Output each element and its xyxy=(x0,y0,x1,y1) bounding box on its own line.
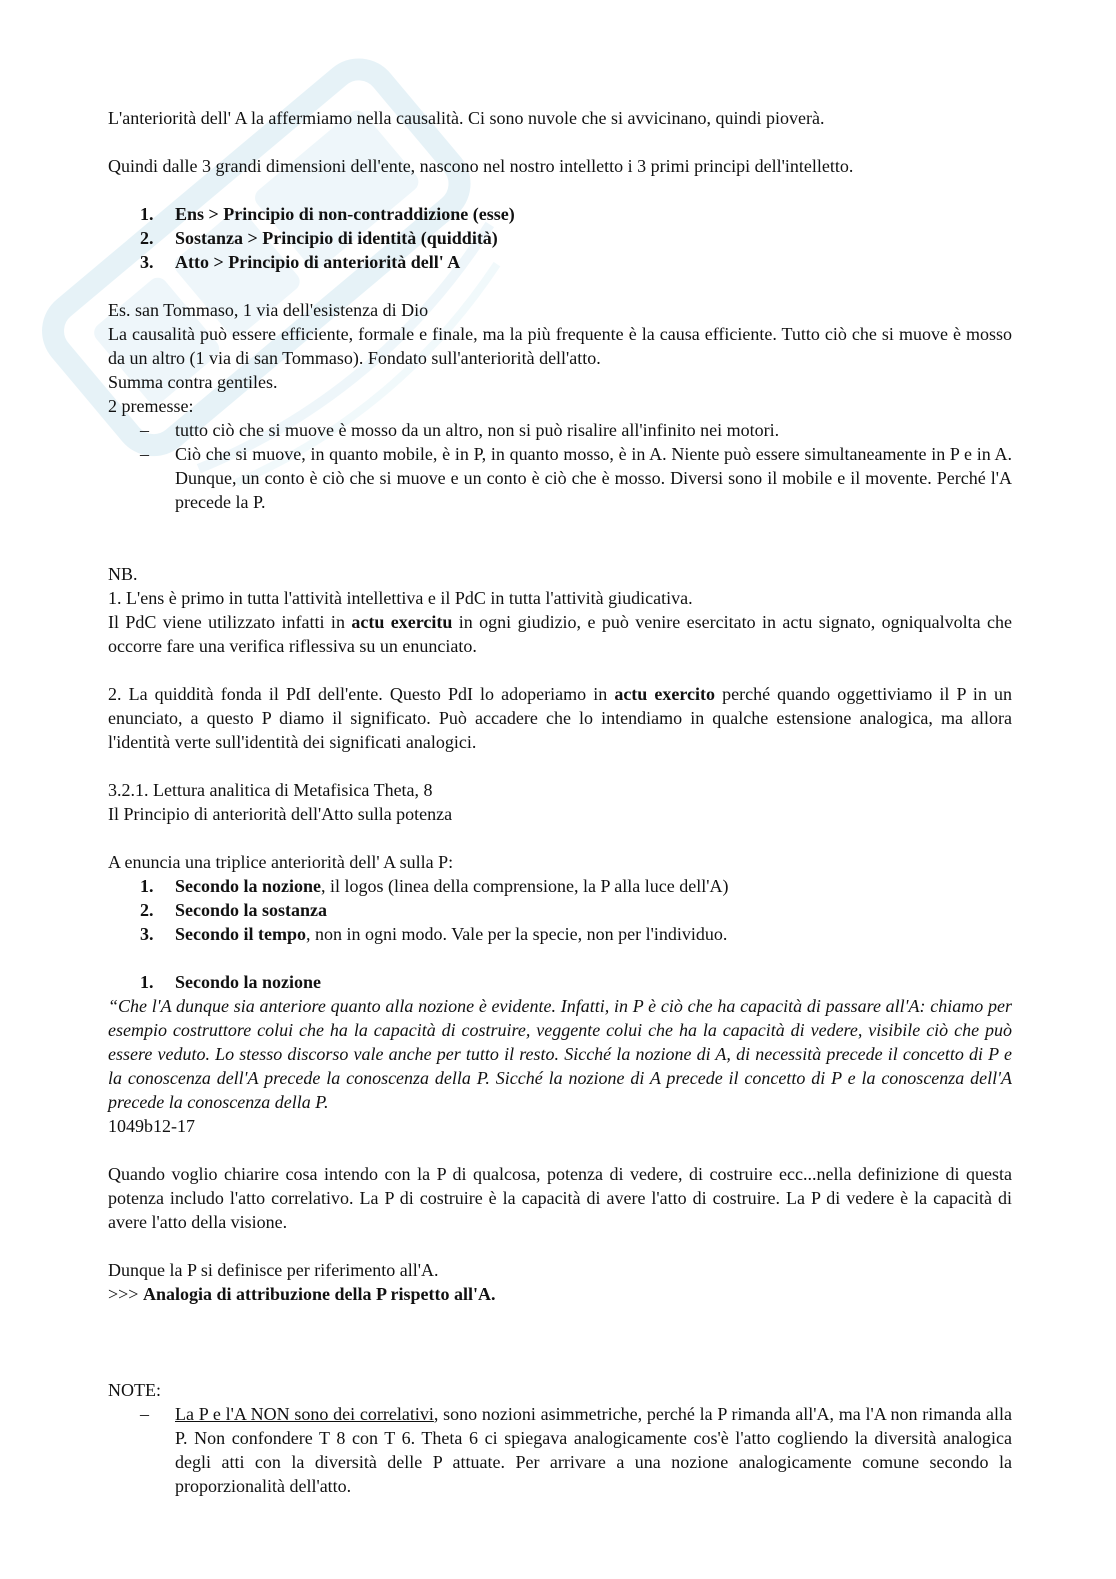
list-number: 3. xyxy=(140,252,154,272)
anteriority-list xyxy=(108,874,1012,946)
list-item-text: Sostanza > Principio di identità (quiddità) xyxy=(175,228,498,248)
list-number: 1. xyxy=(140,876,154,896)
list-item: 1. Secondo la nozione, il logos (linea della comprensione, la P alla luce dell'A) xyxy=(140,876,729,896)
aristotle-quote: “Che l'A dunque sia anteriore quanto alla nozione è evidente. Infatti, in P è ciò che ha capacità di passare all'A: chiamo per esempio costruttore colui che ha la capacità di costruire, veggente colui che ha la capacità di vedere, visibile ciò che può essere veduto. Lo stesso discorso vale anche per tutto il resto. Sicché la nozione di A, di necessità precede il concetto di P e la conoscenza dell'A precede la conoscenza della P. Sicché la nozione di A precede il concetto di P e la conoscenza dell'A precede la conoscenza della P. xyxy=(108,996,1012,1112)
premises-list xyxy=(108,418,1012,514)
list-number: 3. xyxy=(140,924,154,944)
bold-term: Analogia di attribuzione della P rispetto all'A. xyxy=(142,1284,496,1304)
list-item xyxy=(108,202,1012,226)
list-item xyxy=(108,418,1012,442)
principles-list xyxy=(108,202,1012,274)
dash-bullet: – xyxy=(140,444,149,464)
dash-bullet: – xyxy=(140,1404,149,1424)
list-number: 2. xyxy=(140,228,154,248)
subsection-title: Secondo la nozione xyxy=(175,972,322,992)
list-item-text: Atto > Principio di anteriorità dell' A xyxy=(175,252,461,272)
paragraph-causality-types: La causalità può essere efficiente, formale e finale, ma la più frequente è la causa efficiente. Tutto ciò che si muove è mosso da un altro (1 via di san Tommaso). Fondato sull'anteriorità dell'atto. xyxy=(108,324,1012,368)
bold-term: actu exercito xyxy=(614,684,716,704)
underlined-text: La P e l'A NON sono dei correlativi xyxy=(175,1404,434,1424)
list-item xyxy=(108,970,1012,994)
section-intro: A enuncia una triplice anteriorità dell' A sulla P: xyxy=(108,852,454,872)
bold-term: actu exercitu xyxy=(351,612,453,632)
paragraph-summa: Summa contra gentiles. xyxy=(108,372,278,392)
paragraph-example: Es. san Tommaso, 1 via dell'esistenza di Dio xyxy=(108,300,429,320)
list-item: – La P e l'A NON sono dei correlativi, sono nozioni asimmetriche, perché la P rimanda all'A, ma l'A non rimanda alla P. Non confondere T 8 con T 6. Theta 6 ci spiegava analogicamente cos'è l'atto cogliendo la diversità analogica degli atti con la diversità delle P attuate. Per arrivare a una nozione analogicamente comune secondo la proporzionalità dell'atto. xyxy=(140,1404,1012,1496)
note-label: NOTE: xyxy=(108,1380,161,1400)
nb-pdc-paragraph: Il PdC viene utilizzato infatti in actu exercitu in ogni giudizio, e può venire esercitato in actu signato, ogniqualvolta che occorre fare una verifica riflessiva su un enunciato. xyxy=(108,612,1012,656)
list-item: 3. Secondo il tempo, non in ogni modo. Vale per la specie, non per l'individuo. xyxy=(140,924,728,944)
paragraph-explanation: Quando voglio chiarire cosa intendo con la P di qualcosa, potenza di vedere, di costruire ecc...nella definizione di questa potenza includo l'atto correlativo. La P di costruire è la capacità di avere l'atto di costruire. La P di vedere è la capacità di avere l'atto della visione. xyxy=(108,1164,1012,1232)
list-item-text: Ens > Principio di non-contraddizione (esse) xyxy=(175,204,515,224)
nb-point-1: 1. L'ens è primo in tutta l'attività intellettiva e il PdC in tutta l'attività giudicativa. xyxy=(108,588,693,608)
list-item xyxy=(108,226,1012,250)
note-list xyxy=(108,1402,1012,1498)
nozione-heading-list xyxy=(108,970,1012,994)
section-subheading: Il Principio di anteriorità dell'Atto sulla potenza xyxy=(108,804,453,824)
list-item xyxy=(108,250,1012,274)
list-item: 2. Secondo la sostanza xyxy=(140,900,328,920)
section-heading: 3.2.1. Lettura analitica di Metafisica Theta, 8 xyxy=(108,780,433,800)
quote-reference: 1049b12-17 xyxy=(108,1116,195,1136)
list-item xyxy=(108,442,1012,514)
dash-bullet: – xyxy=(140,420,149,440)
list-number: 1. xyxy=(140,204,154,224)
list-item-text: Ciò che si muove, in quanto mobile, è in P, in quanto mosso, è in A. Niente può essere simultaneamente in P e in A. Dunque, un conto è ciò che si muove e un conto è ciò che è mosso. Diversi sono il mobile e il movente. Perché l'A precede la P. xyxy=(175,444,1012,512)
nb-label: NB. xyxy=(108,564,138,584)
paragraph-analogy: >>> Analogia di attribuzione della P rispetto all'A. xyxy=(108,1284,496,1304)
paragraph-premises-label: 2 premesse: xyxy=(108,396,194,416)
paragraph-causality-intro: L'anteriorità dell' A la affermiamo nella causalità. Ci sono nuvole che si avvicinano, quindi pioverà. xyxy=(108,108,825,128)
list-number: 1. xyxy=(140,972,154,992)
nb-point-2: 2. La quiddità fonda il PdI dell'ente. Questo PdI lo adoperiamo in actu exercito perché quando oggettiviamo il P in un enunciato, a questo P diamo il significato. Può accadere che lo intendiamo in qualche estensione analogica, ma allora l'identità verte sull'identità dei significati analogici. xyxy=(108,684,1012,752)
document-body xyxy=(108,106,1012,1498)
list-item-text: tutto ciò che si muove è mosso da un altro, non si può risalire all'infinito nei motori. xyxy=(175,420,780,440)
paragraph-conclusion: Dunque la P si definisce per riferimento all'A. xyxy=(108,1260,439,1280)
paragraph-three-principles-intro: Quindi dalle 3 grandi dimensioni dell'ente, nascono nel nostro intelletto i 3 primi principi dell'intelletto. xyxy=(108,156,854,176)
list-number: 2. xyxy=(140,900,154,920)
